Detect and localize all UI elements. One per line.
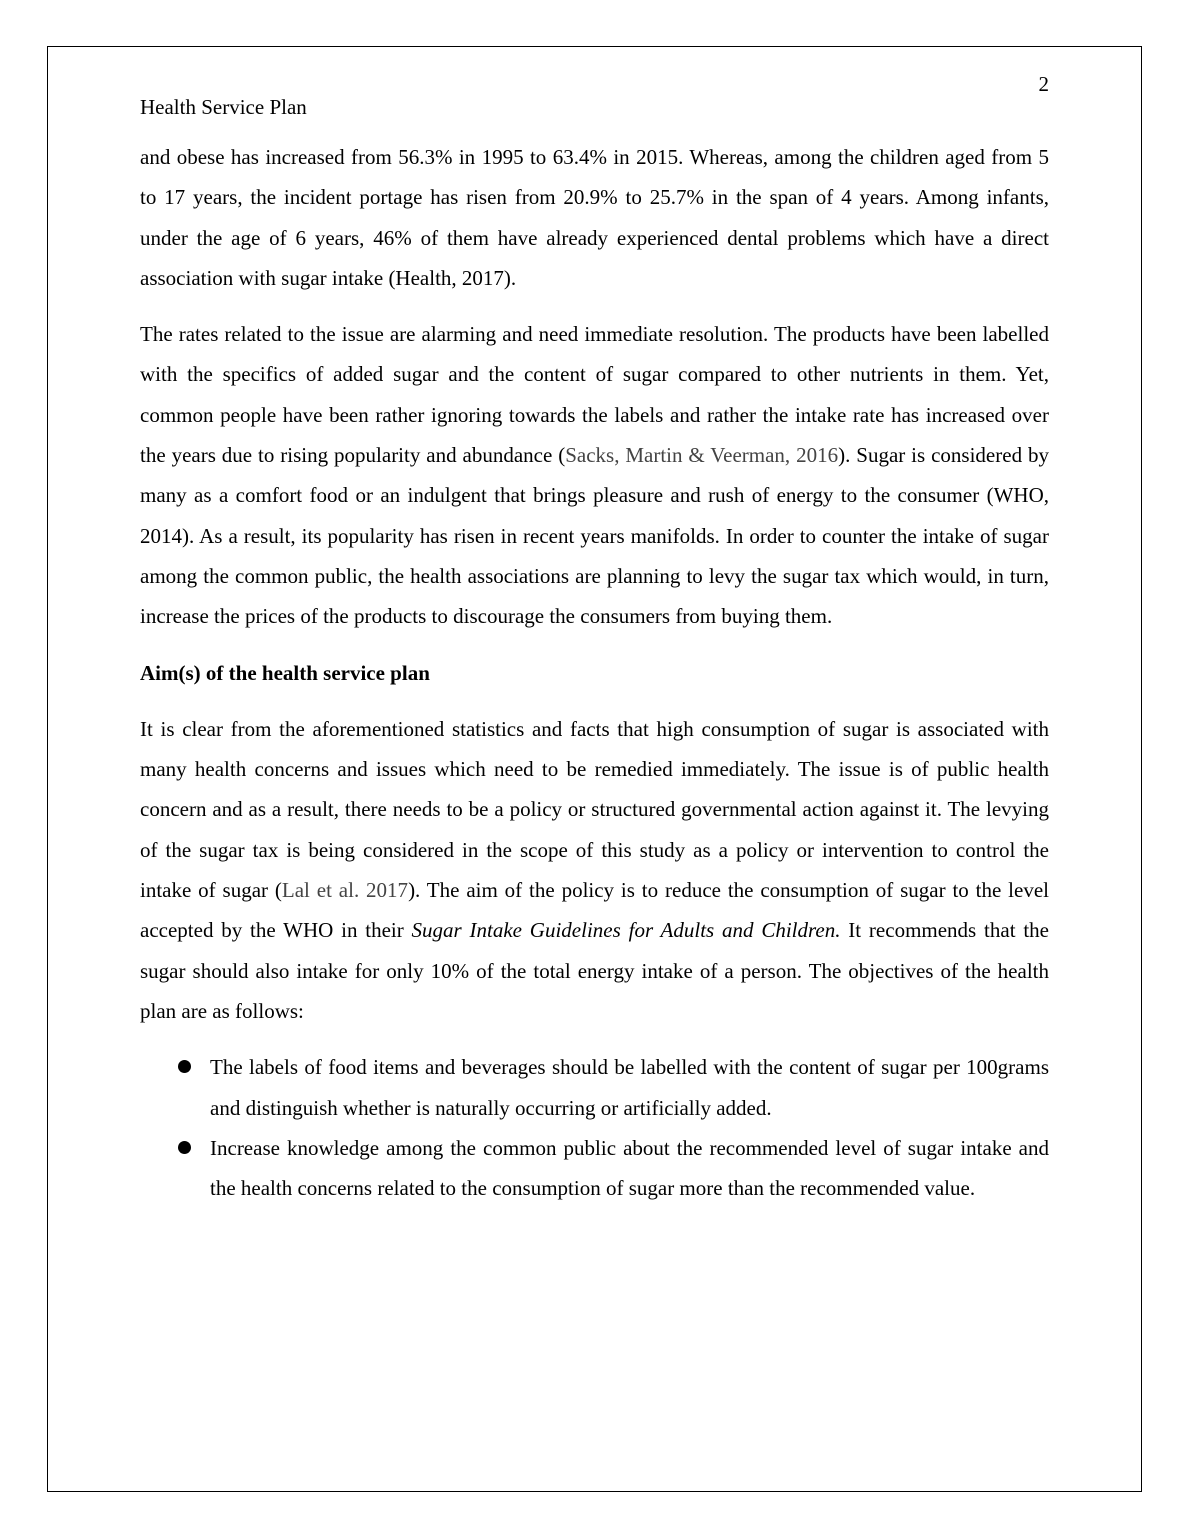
paragraph-rates-text-2: ). Sugar is considered by many as a comfort food or an indulgent that brings pleasure and rush of energy to the consumer (WHO, 2014). As a result, its popularity has risen in recent years manifolds. In order to counter the intake of sugar among the common public, the health associations are planning to levy the sugar tax which would, in turn, increase the prices of the products to discourage the consumers from buying them. <box>140 443 1049 629</box>
section-heading-aims: Aim(s) of the health service plan <box>140 660 430 685</box>
body-text <box>140 137 1049 1208</box>
objectives-list <box>140 1047 1049 1208</box>
paragraph-aims-text-3: It recommends that the sugar should also intake for only 10% of the total energy intake of a person. The objectives of the health plan are as follows: <box>140 918 1049 1023</box>
citation-sacks: Sacks, Martin & Veerman, 2016 <box>565 443 839 468</box>
list-item <box>140 1047 1049 1128</box>
paragraph-aims-text-2: ). The aim of the policy is to reduce the consumption of sugar to the level accepted by the WHO in their <box>140 878 1049 943</box>
paragraph-rates-text-1: The rates related to the issue are alarming and need immediate resolution. The products have been labelled with the specifics of added sugar and the content of sugar compared to other nutrients in them. Yet, common people have been rather ignoring towards the labels and rather the intake rate has increased over the years due to rising popularity and abundance ( <box>140 322 1049 468</box>
bullet-icon <box>178 1060 191 1073</box>
paragraph-aims <box>140 709 1049 1031</box>
paragraph-rates <box>140 314 1049 636</box>
list-item-text: The labels of food items and beverages should be labelled with the content of sugar per 100grams and distinguish whether is naturally occurring or artificially added. <box>210 1055 1049 1120</box>
running-head: Health Service Plan <box>140 95 307 119</box>
paragraph-aims-text-1: It is clear from the aforementioned statistics and facts that high consumption of sugar is associated with many health concerns and issues which need to be remedied immediately. The issue is of public health concern and as a result, there needs to be a policy or structured governmental action against it. The levying of the sugar tax is being considered in the scope of this study as a policy or intervention to control the intake of sugar ( <box>140 716 1049 903</box>
citation-lal: Lal et al. 2017 <box>281 878 409 903</box>
guideline-title: Sugar Intake Guidelines for Adults and Children. <box>411 918 841 943</box>
list-item <box>140 1128 1049 1209</box>
paragraph-statistics: and obese has increased from 56.3% in 1995 to 63.4% in 2015. Whereas, among the children aged from 5 to 17 years, the incident portage has risen from 20.9% to 25.7% in the span of 4 years. Among infants, under the age of 6 years, 46% of them have already experienced dental problems which have a direct association with sugar intake (Health, 2017). <box>140 145 1049 290</box>
page-number: 2 <box>1038 72 1049 96</box>
list-item-text: Increase knowledge among the common public about the recommended level of sugar intake and the health concerns related to the consumption of sugar more than the recommended value. <box>210 1135 1049 1201</box>
bullet-icon <box>178 1141 191 1154</box>
